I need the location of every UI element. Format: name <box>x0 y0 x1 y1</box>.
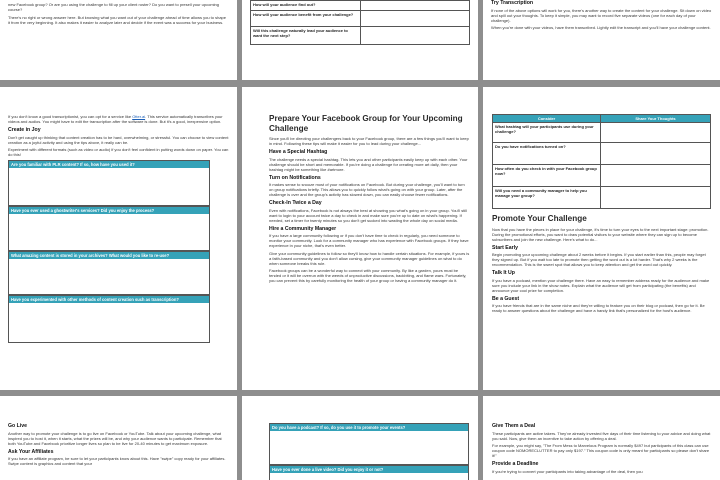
page-6-col-consider: Consider <box>493 115 601 123</box>
page-1 <box>0 0 237 80</box>
page-8-answer-box-1[interactable] <box>269 431 469 465</box>
page-4-intro <box>8 114 229 124</box>
page-6-row-2-answer[interactable] <box>601 143 711 165</box>
page-6-row-4-prompt: Will you need a community manager to help you manage your group? <box>493 187 601 209</box>
page-2-row-1-answer[interactable] <box>361 1 470 11</box>
page-7-paragraph-1: Another way to promote your challenge is to go live on Facebook or YouTube. Talk about your upcoming challenge, what inspired you to host it, when it starts, what the prizes will be, and why your audience wants to participate. Remember that both YouTube and Facebook prioritize longer lives so plan to be live for 20-40 minutes to get maximum exposure. <box>8 430 222 446</box>
page-2-row-2-answer[interactable] <box>361 11 470 27</box>
otter-ai-link[interactable]: Otter.ai <box>132 114 146 119</box>
page-2 <box>242 0 478 80</box>
page-3-heading: Try Transcription <box>491 0 534 6</box>
page-5-heading-4: Hire a Community Manager <box>269 225 337 232</box>
page-4-question-3: What amazing content is stored in your archives? What would you like to re-use? <box>8 251 210 259</box>
page-5-heading-1: Have a Special Hashtag <box>269 149 328 155</box>
page-9-paragraph-3: If you're trying to convert your participants into taking advantage of the deal, then you <box>492 468 643 474</box>
page-5-title: Prepare Your Facebook Group for Your Upcoming Challenge <box>269 114 463 133</box>
page-6-title: Promote Your Challenge <box>492 214 587 223</box>
page-8-answer-box-2[interactable] <box>269 473 469 480</box>
page-5-paragraph-6: Facebook groups can be a wonderful way to connect with your community. By like a garden, yours must be tended or it will be overrun with the weeds of unproductive discussions, backbiting, and flame wars. Fortunately, you can prevent this by carefully monitoring the health of your group or having a community manager do it. <box>269 268 467 283</box>
page-2-row-1-prompt: How will your audience find out? <box>251 1 361 11</box>
page-2-row-2-prompt: How will your audience benefit from your challenge? <box>251 11 361 27</box>
page-6-heading-3: Be a Guest <box>492 295 520 302</box>
page-4-paragraph-3: Experiment with different formats (such as video or audio) if you don't feel confident in putting words down on paper. You can do this! <box>8 147 229 157</box>
page-6-consider-table <box>492 114 711 209</box>
page-9 <box>483 396 720 480</box>
page-4-answer-box-1[interactable] <box>8 168 210 206</box>
page-6-heading-1: Start Early <box>492 244 518 251</box>
page-4-intro-text-1: If you don't know a good transcriptionist, you can opt for a service like <box>8 114 132 119</box>
page-4-question-2: Have you ever used a ghostwriter's services? Did you enjoy the process? <box>8 206 210 214</box>
page-4-question-1: Are you familiar with PLR content? If so, how have you used it? <box>8 160 210 168</box>
page-4-question-4: Have you experimented with other methods of content creation such as transcription? <box>8 295 210 303</box>
page-3-paragraph-1: If none of the above options will work for you, there's another way to create the content for your challenge. Sit down on video and spill out your thoughts. To keep it simple, you may want to record five separate videos (one for each day of your challenge). <box>491 7 712 23</box>
page-7 <box>0 396 237 480</box>
page-7-heading-1: Go Live <box>8 423 28 429</box>
page-4-heading: Create in Joy <box>8 127 41 133</box>
page-3 <box>483 0 720 80</box>
page-5-heading-3: Check-In Twice a Day <box>269 200 322 206</box>
page-6-row-1-answer[interactable] <box>601 123 711 143</box>
page-2-question-table <box>250 0 470 45</box>
page-4-answer-box-3[interactable] <box>8 259 210 295</box>
page-1-paragraph-1: new Facebook group? Or are you using the challenge to fill up your client roster? Do you want to presell your upcoming course? <box>8 2 220 12</box>
page-5-paragraph-3: Even with notifications, Facebook is not always the best at showing you what's going on in your group. You'll still want to login to your account twice a day to check in and make sure you're up to date on what's happening. If needed, set a timer for twenty minutes so you don't get sucked into wasting the whole day on social media. <box>269 207 468 223</box>
page-6 <box>483 87 720 390</box>
page-5-heading-2: Turn on Notifications <box>269 174 321 181</box>
page-5-paragraph-2: It makes sense to snooze most of your notifications on Facebook. But during your challenge, you'll want to turn on group notifications briefly. This allows you to quickly follow what's going on with your group. Later, after the challenge is over and the group's activity has slowed down, you can easily choose fewer notifications. <box>269 182 465 197</box>
page-3-paragraph-2: When you're done with your videos, have them transcribed. Lightly edit the transcript and you'll have your challenge content. <box>491 25 711 30</box>
page-5-paragraph-5: Give your community guidelines to follow so they'll know how to handle certain situations. For example, if yours is a faith-based community and you don't allow cursing, give your community manager guidelines on what to do when someone breaks this rule. <box>269 250 470 266</box>
page-4-answer-box-4[interactable] <box>8 303 210 343</box>
page-6-paragraph-3: If you have friends that are in the same niche and they're willing to feature you on their blog or podcast, then go for it. Be ready to answer questions about the challenge and have a handy link that's personalized for the host's audience. <box>492 303 705 313</box>
page-8 <box>242 396 478 480</box>
page-6-paragraph-2: If you have a podcast, mention your challenge there. Have an easy to remember address ready for the audience and make sure you include your link in the show notes. Explain what the audience will get from participating (the benefits) and announce your cool prize for completion. <box>492 277 710 293</box>
page-6-row-3-prompt: How often do you check in with your Facebook group now? <box>493 165 601 187</box>
page-4-answer-box-2[interactable] <box>8 214 210 251</box>
page-6-row-4-answer[interactable] <box>601 187 711 209</box>
page-6-row-3-answer[interactable] <box>601 165 711 187</box>
page-8-question-1: Do you have a podcast? If so, do you use it to promote your events? <box>269 423 469 431</box>
page-2-row-3-answer[interactable] <box>361 27 470 45</box>
page-9-heading-1: Give Them a Deal <box>492 423 536 429</box>
page-5-intro: Since you'll be directing your challengers back to your Facebook group, there are a few things you'll want to keep in mind. Following these tips will make it easier for you to lead during your challenge... <box>269 136 469 146</box>
page-9-paragraph-1: These participants are active takers. They've already invested five days of their time listening to your advice and doing what you said. Now, give them an incentive to take action by offering a deal. <box>492 430 711 441</box>
page-2-row-3-prompt: Will this challenge naturally lead your audience to want the next step? <box>251 27 361 45</box>
page-8-question-2: Have you ever done a live video? Did you enjoy it or not? <box>269 465 469 473</box>
page-7-paragraph-2: If you have an affiliate program, be sure to let your participants know about this. Have "swipe" copy ready for your affiliates. Swipe content is graphics and content that your <box>8 456 226 466</box>
page-6-heading-2: Talk It Up <box>492 270 515 276</box>
page-7-heading-2: Ask Your Affiliates <box>8 448 54 455</box>
page-1-paragraph-2: There's no right or wrong answer here. But knowing what you want out of your challenge ahead of time allows you to shape it from the very beginning. It also makes it easier to analyze later and decide if the event was a success for your business. <box>8 14 226 25</box>
page-4-intro-text-2: . This service automatically transcribes your videos and audios. You might have to edit the transcription after the software is done. But it's a good, inexpensive option. <box>8 114 223 124</box>
page-6-intro: Now that you have the pieces in place for your challenge, it's time to turn your eyes to the next important stage: promotion. During the promotional efforts, you want to draw potential visitors to your website where they can sign up to become subscribers and join the new challenge. Here's what to do... <box>492 226 709 242</box>
page-6-paragraph-1: Begin promoting your upcoming challenge about 2 weeks before it begins. If you start earlier than this, people may forget they signed up. But if you wait too late to promote then getting the word out is a lot harder. That's why 2 weeks is the recommendation. This is the sweet spot that allows you to keep attention and get the word out quickly. <box>492 252 706 267</box>
page-4 <box>0 87 237 390</box>
page-6-row-2-prompt: Do you have notifications turned on? <box>493 143 601 165</box>
page-5-paragraph-1: The challenge needs a special hashtag. This lets you and other participants easily keep up with each other. Your challenge should be short and memorable. If you're doing a challenge for creating more art daily, then your hashtag might be something like #artmore. <box>269 156 468 172</box>
page-6-col-thoughts: Share Your Thoughts <box>601 115 711 123</box>
page-5 <box>242 87 478 390</box>
page-9-heading-2: Provide a Deadline <box>492 461 539 467</box>
page-6-row-1-prompt: What hashtag will your participants use during your challenge? <box>493 123 601 143</box>
page-4-paragraph-2: Don't get caught up thinking that content creation has to be hard, overwhelming, or stressful. You can choose to view content creation as a joyful activity and using the tips above, it really can be. <box>8 134 229 145</box>
page-9-paragraph-2: For example, you might say, "The From Mess to Marvelous Program is normally $497 but participants of this class can use coupon code NOMORECLUTTER to pay only $197." This coupon code is only meant for participants so please don't share it!" <box>492 443 710 458</box>
page-5-paragraph-4: If you have a large community following or if you don't have time to check in regularly, you need someone to monitor your community. Look for a community manager who has experience with Facebook groups. If they have experience in your niche, that's even better. <box>269 233 469 248</box>
